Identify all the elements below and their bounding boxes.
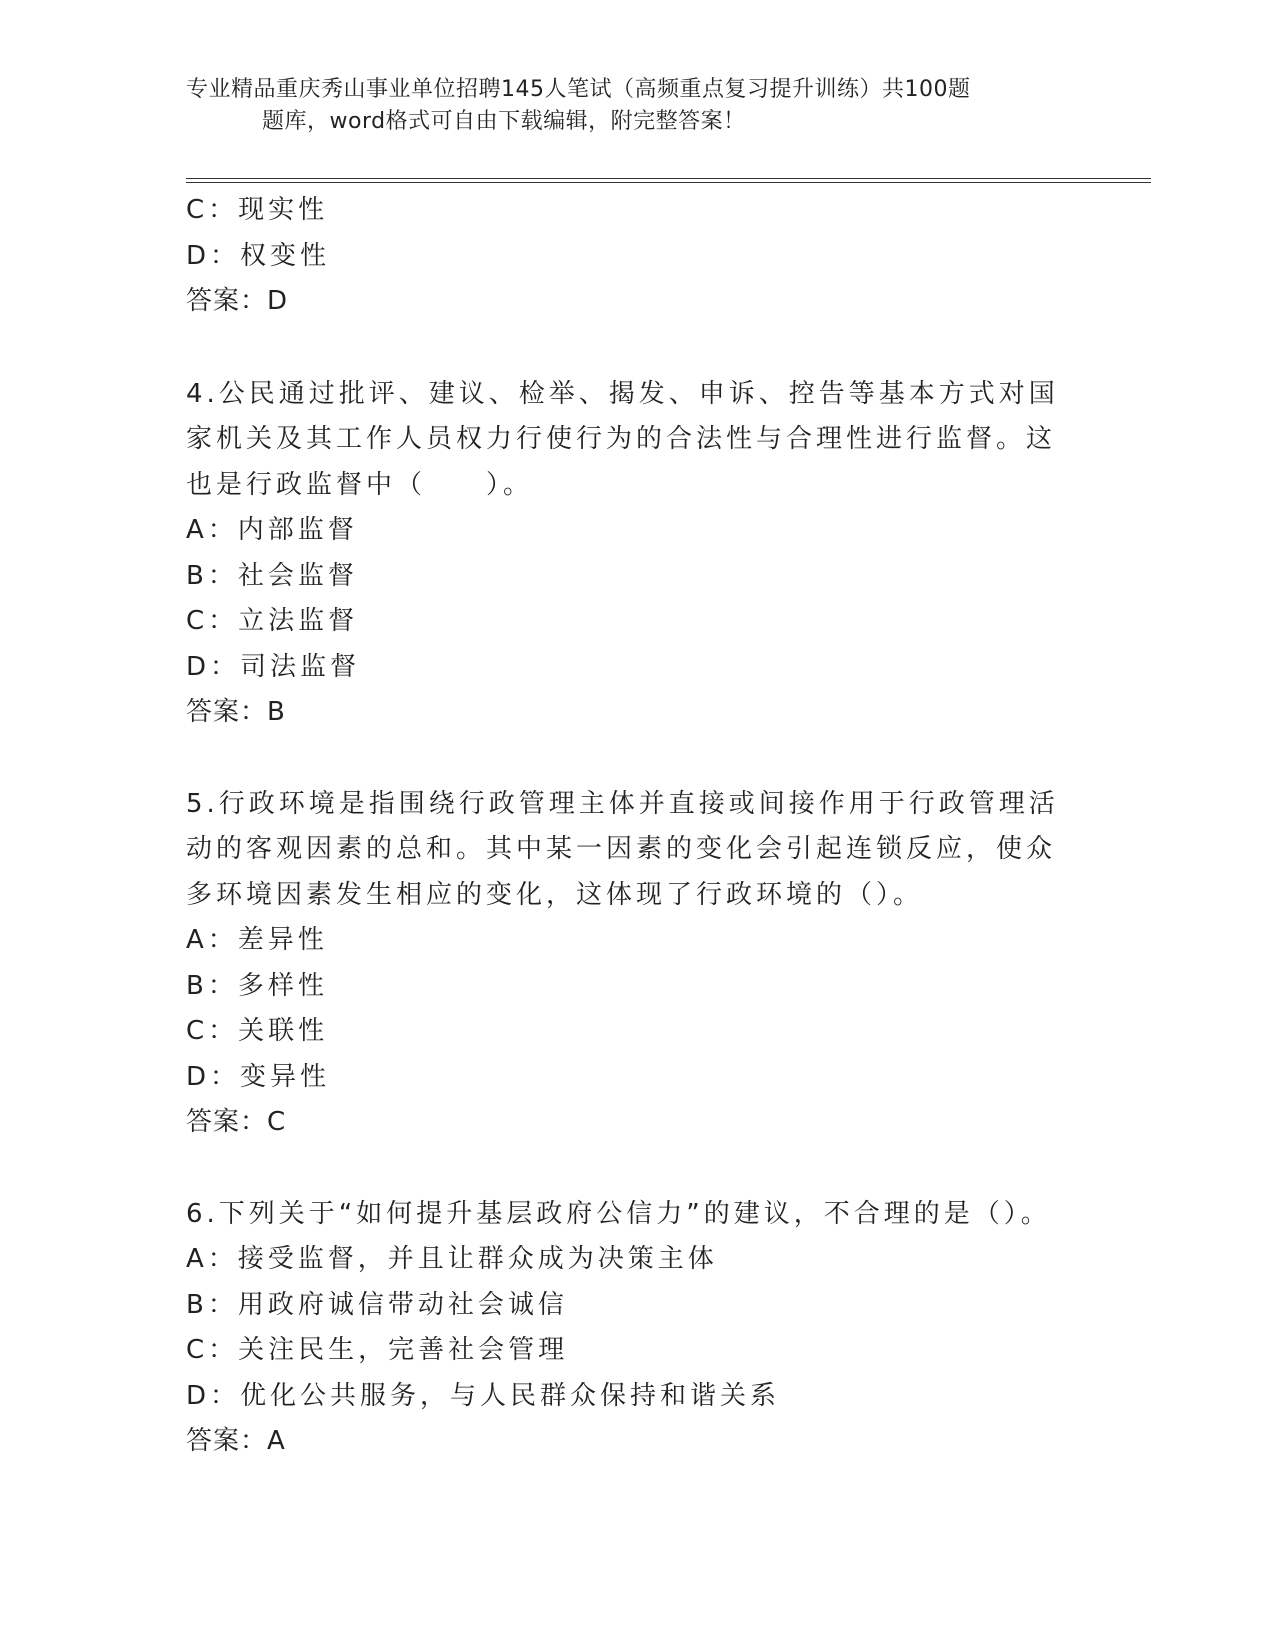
option-a: A：内部监督 [186, 515, 358, 545]
option-d: D：权变性 [186, 240, 331, 271]
option-b: B：社会监督 [186, 560, 358, 591]
question-stem: 4.公民通过批评、建议、检举、揭发、申诉、控告等基本方式对国家机关及其工作人员权力行使行为的合法性与合理性进行监督。这也是行政监督中（ ）。 [186, 378, 1059, 500]
question-stem: 5.行政环境是指围绕行政管理主体并直接或间接作用于行政管理活动的客观因素的总和。其中某一因素的变化会引起连锁反应，使众多环境因素发生相应的变化，这体现了行政环境的（）。 [186, 788, 1059, 910]
header-title-line1: 专业精品重庆秀山事业单位招聘145人笔试（高频重点复习提升训练）共100题 [186, 77, 971, 102]
option-a: A：接受监督，并且让群众成为决策主体 [186, 1244, 718, 1274]
answer-line: 答案：D [186, 286, 289, 316]
option-c: C：立法监督 [186, 606, 359, 636]
option-d: D：变异性 [186, 1061, 331, 1092]
option-c: C：现实性 [186, 195, 329, 225]
option-b: B：用政府诚信带动社会诚信 [186, 1289, 568, 1320]
header-divider-top [186, 178, 1151, 179]
option-c: C：关联性 [186, 1016, 329, 1046]
question-stem: 6.下列关于“如何提升基层政府公信力”的建议，不合理的是（）。 [186, 1198, 1051, 1229]
answer-line: 答案：B [186, 697, 286, 727]
question-5 [186, 782, 1066, 1146]
question-list [186, 188, 1066, 1465]
spacer [186, 325, 1066, 372]
header-title-line2: 题库，word格式可自由下载编辑，附完整答案！ [262, 109, 746, 134]
document-header [186, 74, 1086, 138]
spacer [186, 736, 1066, 782]
option-a: A：差异性 [186, 925, 328, 955]
spacer [186, 1146, 1066, 1192]
option-d: D：司法监督 [186, 651, 361, 682]
answer-line: 答案：A [186, 1426, 286, 1456]
option-b: B：多样性 [186, 970, 328, 1001]
question-4 [186, 372, 1066, 736]
header-divider-bottom [186, 182, 1151, 183]
question-6 [186, 1192, 1066, 1465]
option-d: D：优化公共服务，与人民群众保持和谐关系 [186, 1380, 781, 1411]
option-c: C：关注民生，完善社会管理 [186, 1335, 569, 1365]
question-3-tail [186, 188, 1066, 325]
answer-line: 答案：C [186, 1107, 287, 1137]
